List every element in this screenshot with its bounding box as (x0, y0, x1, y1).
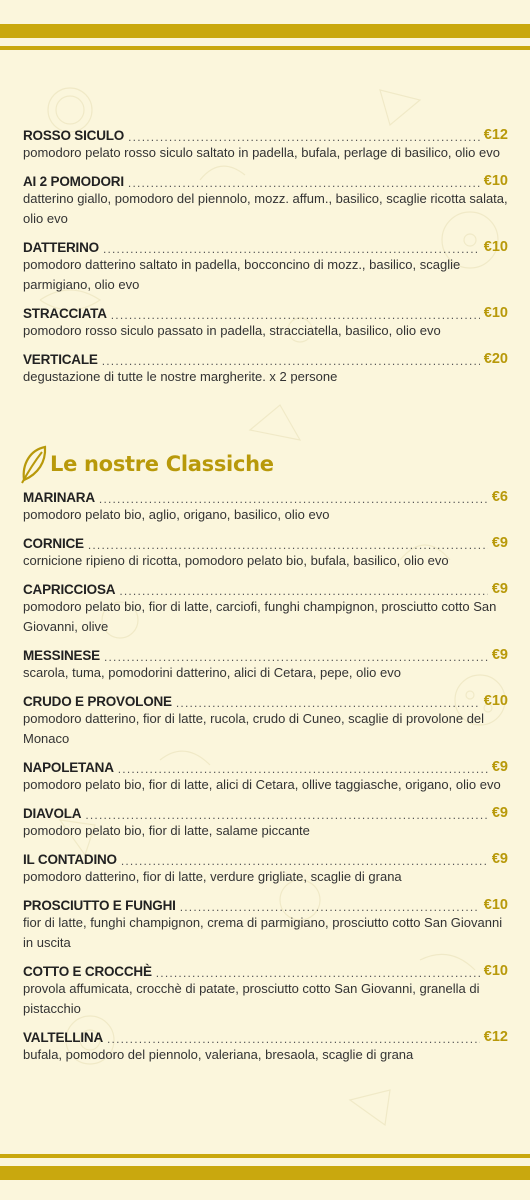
menu-item-header (23, 488, 508, 505)
menu-item (23, 646, 508, 683)
menu-item-price: €10 (483, 897, 508, 913)
menu-item-name: PROSCIUTTO E FUNGHI (23, 898, 176, 913)
menu-item (23, 580, 508, 637)
menu-item-name: DIAVOLA (23, 806, 82, 821)
menu-item-price: €10 (483, 963, 508, 979)
menu-item-header (23, 962, 508, 979)
menu-item-price: €9 (491, 581, 508, 597)
menu-item-name: ROSSO SICULO (23, 128, 125, 143)
menu-item-name: MARINARA (23, 490, 95, 505)
menu-item-name: NAPOLETANA (23, 760, 114, 775)
menu-item-name: CAPRICCIOSA (23, 582, 116, 597)
menu-item-price: €10 (483, 305, 508, 321)
menu-item-header (23, 646, 508, 663)
classics-list (23, 488, 508, 1074)
menu-item-name: CORNICE (23, 536, 84, 551)
menu-item (23, 896, 508, 953)
menu-item-description: degustazione di tutte le nostre margherite. x 2 persone (23, 369, 338, 384)
menu-item (23, 804, 508, 841)
top-thin-stripe (0, 46, 530, 50)
menu-item (23, 758, 508, 795)
dot-leader (156, 967, 480, 979)
menu-item-description: cornicione ripieno di ricotta, pomodoro pelato bio, bufala, basilico, olio evo (23, 553, 449, 568)
menu-item-name: COTTO E CROCCHÈ (23, 964, 152, 979)
dot-leader (128, 177, 480, 189)
menu-item-price: €9 (491, 805, 508, 821)
menu-item-header (23, 304, 508, 321)
dot-leader (119, 585, 488, 597)
menu-item-description: pomodoro pelato bio, fior di latte, alici di Cetara, ollive taggiasche, origano, olio evo (23, 777, 501, 792)
section-title: Le nostre Classiche (50, 452, 274, 476)
menu-item-price: €10 (483, 239, 508, 255)
menu-item (23, 850, 508, 887)
dot-leader (85, 809, 488, 821)
menu-item-header (23, 758, 508, 775)
menu-item-name: DATTERINO (23, 240, 99, 255)
menu-item (23, 126, 508, 163)
menu-item-description: pomodoro pelato rosso siculo saltato in padella, bufala, perlage di basilico, olio evo (23, 145, 500, 160)
menu-item-description: pomodoro datterino, fior di latte, rucola, crudo di Cuneo, scaglie di provolone del Monaco (23, 711, 485, 746)
dot-leader (99, 493, 488, 505)
menu-item-header (23, 896, 508, 913)
menu-item-name: IL CONTADINO (23, 852, 117, 867)
menu-item (23, 962, 508, 1019)
section-heading-classics (18, 444, 274, 484)
menu-item (23, 304, 508, 341)
dot-leader (128, 131, 480, 143)
menu-item-price: €9 (491, 535, 508, 551)
menu-item-header (23, 804, 508, 821)
dot-leader (180, 901, 480, 913)
dot-leader (118, 763, 488, 775)
menu-item-name: CRUDO E PROVOLONE (23, 694, 172, 709)
dot-leader (176, 697, 480, 709)
specials-list (23, 126, 508, 396)
dot-leader (111, 309, 480, 321)
menu-item (23, 238, 508, 295)
menu-item-description: pomodoro rosso siculo passato in padella, stracciatella, basilico, olio evo (23, 323, 441, 338)
menu-item-header (23, 850, 508, 867)
menu-item-header (23, 692, 508, 709)
menu-item (23, 692, 508, 749)
menu-item-price: €12 (483, 127, 508, 143)
menu-item-price: €20 (483, 351, 508, 367)
top-accent-stripe (0, 24, 530, 38)
menu-item (23, 488, 508, 525)
dot-leader (107, 1033, 480, 1045)
dot-leader (104, 651, 488, 663)
menu-item-price: €10 (483, 173, 508, 189)
menu-item-description: pomodoro datterino, fior di latte, verdure grigliate, scaglie di grana (23, 869, 402, 884)
menu-item-header (23, 350, 508, 367)
menu-item-description: pomodoro pelato bio, aglio, origano, basilico, olio evo (23, 507, 330, 522)
dot-leader (121, 855, 488, 867)
leaf-icon (18, 444, 48, 484)
menu-item-price: €9 (491, 851, 508, 867)
menu-item-price: €9 (491, 759, 508, 775)
menu-item-header (23, 534, 508, 551)
menu-item-description: pomodoro pelato bio, fior di latte, salame piccante (23, 823, 310, 838)
dot-leader (103, 243, 480, 255)
menu-item-header (23, 238, 508, 255)
menu-item-name: VALTELLINA (23, 1030, 103, 1045)
menu-item (23, 1028, 508, 1065)
menu-item-description: datterino giallo, pomodoro del piennolo, mozz. affum., basilico, scaglie ricotta salata, olio evo (23, 191, 508, 226)
menu-item-price: €9 (491, 647, 508, 663)
dot-leader (88, 539, 488, 551)
menu-item-name: MESSINESE (23, 648, 100, 663)
menu-item (23, 350, 508, 387)
menu-item-header (23, 126, 508, 143)
menu-item-header (23, 1028, 508, 1045)
menu-item-description: bufala, pomodoro del piennolo, valeriana, bresaola, scaglie di grana (23, 1047, 414, 1062)
menu-item (23, 172, 508, 229)
menu-item-price: €12 (483, 1029, 508, 1045)
menu-item-price: €10 (483, 693, 508, 709)
menu-item-description: provola affumicata, crocchè di patate, prosciutto cotto San Giovanni, granella di pistacchio (23, 981, 480, 1016)
menu-item-description: scarola, tuma, pomodorini datterino, alici di Cetara, pepe, olio evo (23, 665, 401, 680)
menu-item-description: pomodoro pelato bio, fior di latte, carciofi, funghi champignon, prosciutto cotto San Giovanni, olive (23, 599, 497, 634)
menu-item-header (23, 580, 508, 597)
menu-item (23, 534, 508, 571)
menu-item-price: €6 (491, 489, 508, 505)
menu-item-name: STRACCIATA (23, 306, 107, 321)
bottom-thin-stripe (0, 1154, 530, 1158)
dot-leader (102, 355, 480, 367)
menu-item-name: AI 2 POMODORI (23, 174, 124, 189)
bottom-accent-stripe (0, 1166, 530, 1180)
menu-item-description: pomodoro datterino saltato in padella, bocconcino di mozz., basilico, scaglie parmigiano, olio evo (23, 257, 461, 292)
menu-item-name: VERTICALE (23, 352, 98, 367)
menu-item-header (23, 172, 508, 189)
menu-item-description: fior di latte, funghi champignon, crema di parmigiano, prosciutto cotto San Giovanni in uscita (23, 915, 503, 950)
